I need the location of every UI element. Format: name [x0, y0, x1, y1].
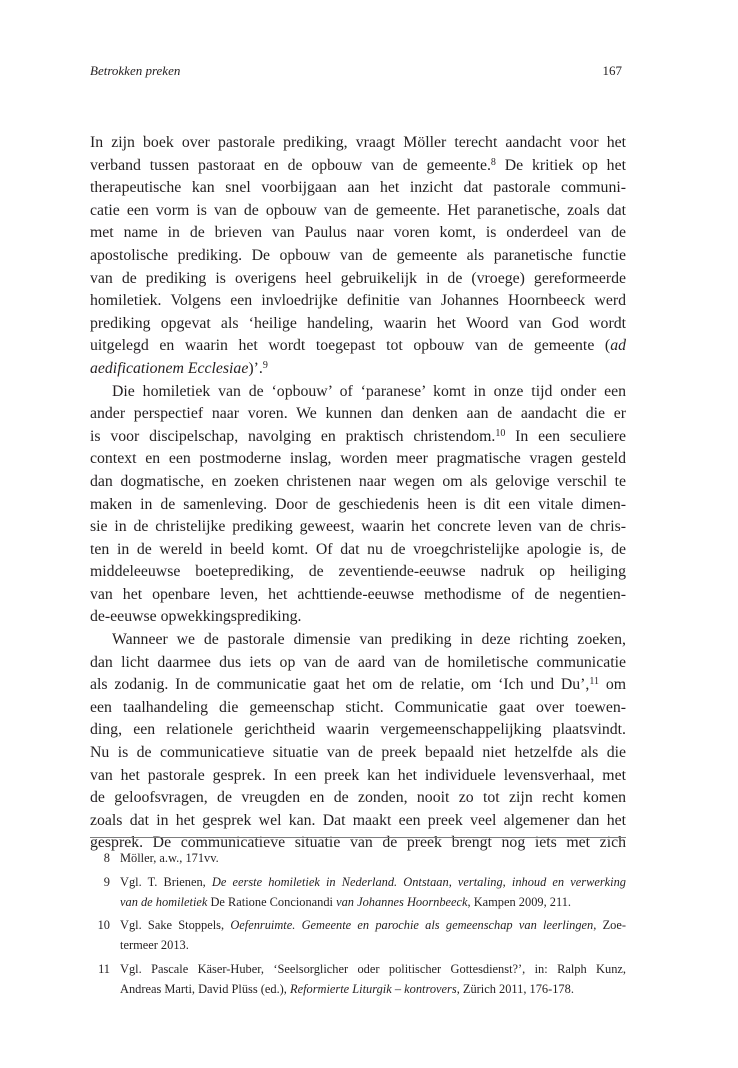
- footnote-ref[interactable]: 8: [490, 156, 496, 168]
- footnote-number: 9: [103, 874, 110, 889]
- text-line: van het pastorale gesprek. In een preek kan het individuele levensverhaal, met: [90, 766, 626, 784]
- text-line: uitgelegd en waarin het wordt toegepast tot opbouw van de gemeente (ad: [90, 337, 626, 355]
- footnote-ref[interactable]: 11: [589, 676, 600, 688]
- text-line: aedificationem Ecclesiae)’.$^9$: [90, 359, 268, 377]
- footnote: 11 Vgl. Pascale Käser-Huber, ‘Seelsorglicher oder politischer Gottesdienst?’, in: Ralph Kunz, Andreas Marti, David Plüss (ed.), Reformierte Liturgik – kontrovers, Zürich 2011, 176-178.: [90, 960, 626, 1000]
- footnotes: [90, 849, 626, 1000]
- text-line: gesprek. De communicatieve situatie van de preek brengt nog iets met zich: [90, 834, 626, 852]
- footnote: 10 Vgl. Sake Stoppels, Oefenruimte. Gemeente en parochie als gemeenschap van leerlingen, Zoe- termeer 2013.: [90, 916, 626, 956]
- footnote-number: 10: [97, 918, 110, 933]
- text-line: Wanneer we de pastorale dimensie van prediking in deze richting zoeken,: [112, 631, 626, 649]
- text-line: catie een vorm is van de opbouw van de gemeente. Het paranetische, zoals dat: [90, 201, 626, 219]
- text-line: context en een postmoderne inslag, worden meer pragmatische vragen gesteld: [90, 450, 626, 468]
- text-line: ten in de wereld in beeld komt. Of dat nu de vroegchristelijke apologie is, de: [90, 540, 626, 558]
- text-line: middeleeuwse boeteprediking, de zeventiende-eeuwse nadruk op heiliging: [90, 563, 626, 581]
- footnote-number: 8: [103, 851, 110, 865]
- text-line: Nu is de communicatieve situatie van de preek bepaald niet hetzelfde als die: [90, 744, 626, 762]
- text-line: maken in de samenleving. Door de geschiedenis heen is dit een vitale dimen-: [90, 495, 626, 513]
- text-line: verband tussen pastoraat en de opbouw van de gemeente.$^8$ De kritiek op het: [90, 156, 626, 174]
- text-line: van het openbare leven, het achttiende-eeuwse methodisme of de negentien-: [90, 585, 626, 603]
- footnote-divider: [90, 837, 626, 838]
- text-line: de-eeuwse opwekkingsprediking.: [90, 608, 302, 626]
- running-head-title: Betrokken preken: [90, 63, 181, 78]
- text-line: dan dogmatische, en zoeken christenen naar wegen om als gelovige verschil te: [90, 472, 626, 490]
- text-line: sie in de christelijke prediking geweest, waarin het concrete leven van de chris-: [90, 518, 626, 536]
- text-line: Die homiletiek van de ‘opbouw’ of ‘paranese’ komt in onze tijd onder een: [112, 382, 626, 400]
- running-head: [90, 63, 622, 83]
- text-line: zoals dat in het gesprek wel kan. Dat maakt een preek veel algemener dan het: [90, 811, 626, 829]
- footnote-ref[interactable]: 9: [262, 359, 268, 371]
- footnote: 9 Vgl. T. Brienen, De eerste homiletiek in Nederland. Ontstaan, vertaling, inhoud en verwerking van de homiletiek De Ratione Concionandi van Johannes Hoornbeeck, Kampen 2009, 211.: [90, 873, 626, 913]
- page-number: 167: [602, 63, 622, 78]
- text-line: ding, een relationele gerichtheid waarin vergemeenschappelijking plaatsvindt.: [90, 721, 626, 739]
- text-line: met name in de brieven van Paulus naar voren komt, is onderdeel van de: [90, 224, 626, 242]
- text-line: een taalhandeling die gemeenschap sticht. Communicatie gaat over toewen-: [90, 698, 626, 716]
- body-text: [90, 132, 626, 855]
- text-line: is voor discipelschap, navolging en praktisch christendom.$^{10}$ In een seculiere: [90, 427, 626, 445]
- text-line: ander perspectief naar voren. We kunnen dan denken aan de aandacht die er: [90, 405, 626, 423]
- text-line: dan licht daarmee dus iets op van de aard van de homiletische communicatie: [90, 653, 626, 671]
- text-line: therapeutische kan snel voorbijgaan aan het inzicht dat pastorale communi-: [90, 179, 626, 197]
- text-line: prediking opgevat als ‘heilige handeling, waarin het Woord van God wordt: [90, 314, 626, 332]
- footnote-ref[interactable]: 10: [495, 427, 506, 439]
- text-line: de geloofsvragen, de vreugden en de zonden, nooit zo tot zijn recht komen: [90, 789, 626, 807]
- text-line: homiletiek. Volgens een invloedrijke definitie van Johannes Hoornbeeck werd: [90, 292, 626, 310]
- text-line: apostolische prediking. De opbouw van de gemeente als paranetische functie: [90, 246, 626, 264]
- text-line: van de prediking is overigens heel gebruikelijk in de (vroege) gereformeerde: [90, 269, 626, 287]
- footnote-number: 11: [98, 961, 110, 976]
- footnote: 8 Möller, a.w., 171vv.: [90, 849, 626, 869]
- text-line: In zijn boek over pastorale prediking, vraagt Möller terecht aandacht voor het: [90, 134, 626, 151]
- text-line: als zodanig. In de communicatie gaat het om de relatie, om ‘Ich und Du’,$^{11}$ om: [90, 676, 626, 694]
